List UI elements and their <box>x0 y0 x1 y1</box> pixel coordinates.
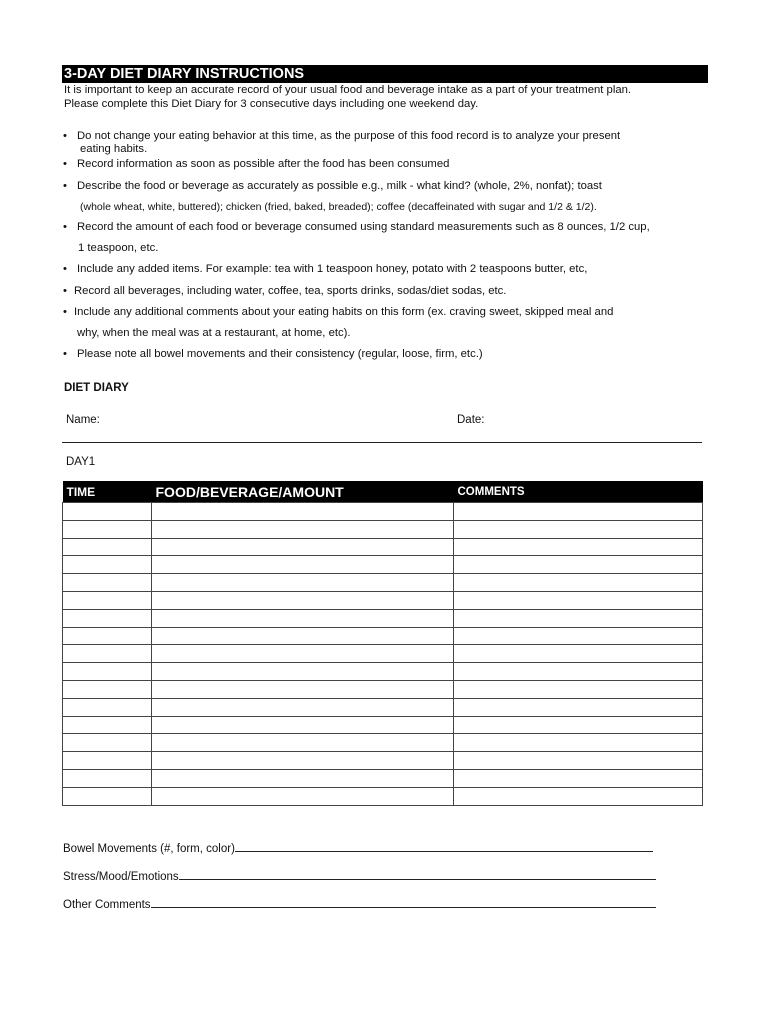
day-label: DAY1 <box>66 456 96 468</box>
comments-cell[interactable] <box>454 645 703 663</box>
instruction-item-4-cont: 1 teaspoon, etc. <box>78 242 159 254</box>
food-cell[interactable] <box>152 680 454 698</box>
comments-cell[interactable] <box>454 538 703 556</box>
time-cell[interactable] <box>63 716 152 734</box>
comments-cell[interactable] <box>454 716 703 734</box>
other-comments-field <box>63 895 656 911</box>
stress-mood-label: Stress/Mood/Emotions <box>63 871 179 883</box>
bullet-glyph: • <box>63 285 67 297</box>
instruction-text: Include any additional comments about your eating habits on this form (ex. craving sweet, skipped meal and <box>74 306 614 318</box>
food-cell[interactable] <box>152 787 454 805</box>
food-cell[interactable] <box>152 627 454 645</box>
bullet-glyph: • <box>63 348 67 360</box>
comments-cell[interactable] <box>454 734 703 752</box>
date-label: Date: <box>457 414 485 426</box>
name-date-underline[interactable] <box>62 442 702 443</box>
table-row <box>63 769 703 787</box>
name-label: Name: <box>66 414 100 426</box>
comments-cell[interactable] <box>454 663 703 681</box>
instruction-text: Do not change your eating behavior at this time, as the purpose of this food record is to analyze your present <box>77 130 621 142</box>
instruction-text: Include any added items. For example: tea with 1 teaspoon honey, potato with 2 teaspoons butter, etc, <box>77 263 588 275</box>
instruction-item-7 <box>63 306 613 320</box>
instruction-text: Record the amount of each food or beverage consumed using standard measurements such as 8 ounces, 1/2 cup, <box>77 221 650 233</box>
time-cell[interactable] <box>63 663 152 681</box>
instruction-item-1 <box>63 130 620 144</box>
bullet-glyph: • <box>63 221 67 233</box>
comments-cell[interactable] <box>454 503 703 521</box>
instruction-item-2 <box>63 158 449 172</box>
time-cell[interactable] <box>63 591 152 609</box>
comments-cell[interactable] <box>454 520 703 538</box>
table-row <box>63 520 703 538</box>
table-row <box>63 680 703 698</box>
instruction-text: Record all beverages, including water, coffee, tea, sports drinks, sodas/diet sodas, etc. <box>74 285 507 297</box>
comments-cell[interactable] <box>454 574 703 592</box>
time-cell[interactable] <box>63 698 152 716</box>
food-cell[interactable] <box>152 520 454 538</box>
time-cell[interactable] <box>63 520 152 538</box>
instruction-item-6 <box>63 285 506 299</box>
table-row <box>63 663 703 681</box>
bullet-glyph: • <box>63 263 67 275</box>
instruction-text: Record information as soon as possible after the food has been consumed <box>77 158 450 170</box>
column-header-time: TIME <box>63 481 152 503</box>
food-cell[interactable] <box>152 645 454 663</box>
food-cell[interactable] <box>152 503 454 521</box>
bullet-glyph: • <box>63 158 67 170</box>
bullet-glyph: • <box>63 306 67 318</box>
table-row <box>63 574 703 592</box>
time-cell[interactable] <box>63 574 152 592</box>
food-cell[interactable] <box>152 698 454 716</box>
food-cell[interactable] <box>152 538 454 556</box>
table-row <box>63 627 703 645</box>
food-cell[interactable] <box>152 574 454 592</box>
time-cell[interactable] <box>63 769 152 787</box>
other-comments-line[interactable] <box>151 895 656 908</box>
table-row <box>63 752 703 770</box>
table-row <box>63 734 703 752</box>
time-cell[interactable] <box>63 752 152 770</box>
instruction-item-4 <box>63 221 650 235</box>
table-row <box>63 609 703 627</box>
diary-table <box>62 481 703 806</box>
other-comments-label: Other Comments <box>63 899 151 911</box>
bullet-glyph: • <box>63 130 67 142</box>
table-row <box>63 591 703 609</box>
instruction-item-5 <box>63 263 587 277</box>
page-title: 3-DAY DIET DIARY INSTRUCTIONS <box>62 65 708 83</box>
instruction-item-7-cont: why, when the meal was at a restaurant, at home, etc). <box>77 327 351 339</box>
comments-cell[interactable] <box>454 591 703 609</box>
comments-cell[interactable] <box>454 787 703 805</box>
time-cell[interactable] <box>63 645 152 663</box>
food-cell[interactable] <box>152 663 454 681</box>
food-cell[interactable] <box>152 591 454 609</box>
time-cell[interactable] <box>63 787 152 805</box>
comments-cell[interactable] <box>454 556 703 574</box>
stress-mood-field <box>63 867 656 883</box>
time-cell[interactable] <box>63 556 152 574</box>
comments-cell[interactable] <box>454 627 703 645</box>
table-row <box>63 503 703 521</box>
comments-cell[interactable] <box>454 752 703 770</box>
time-cell[interactable] <box>63 609 152 627</box>
intro-line-2: Please complete this Diet Diary for 3 consecutive days including one weekend day. <box>64 97 479 110</box>
table-row <box>63 716 703 734</box>
comments-cell[interactable] <box>454 698 703 716</box>
food-cell[interactable] <box>152 734 454 752</box>
table-row <box>63 538 703 556</box>
instruction-item-3 <box>63 180 602 194</box>
column-header-food: FOOD/BEVERAGE/AMOUNT <box>152 481 454 503</box>
comments-cell[interactable] <box>454 609 703 627</box>
table-row <box>63 556 703 574</box>
instruction-text: Please note all bowel movements and their consistency (regular, loose, firm, etc.) <box>77 348 483 360</box>
food-cell[interactable] <box>152 752 454 770</box>
instruction-item-3-cont: (whole wheat, white, buttered); chicken (fried, baked, breaded); coffee (decaffeinated with sugar and 1/2 & 1/2). <box>80 201 597 213</box>
time-cell[interactable] <box>63 503 152 521</box>
intro-text <box>64 84 631 111</box>
food-cell[interactable] <box>152 556 454 574</box>
bowel-movements-line[interactable] <box>235 839 653 852</box>
time-cell[interactable] <box>63 538 152 556</box>
diet-diary-heading: DIET DIARY <box>64 382 129 394</box>
table-header-row <box>63 481 703 503</box>
food-cell[interactable] <box>152 609 454 627</box>
time-cell[interactable] <box>63 680 152 698</box>
intro-line-1: It is important to keep an accurate record of your usual food and beverage intake as a part of your treatment plan. <box>64 84 632 96</box>
instruction-item-1-cont: eating habits. <box>80 143 148 155</box>
food-cell[interactable] <box>152 716 454 734</box>
instruction-item-8 <box>63 348 483 362</box>
comments-cell[interactable] <box>454 769 703 787</box>
bullet-glyph: • <box>63 180 67 192</box>
comments-cell[interactable] <box>454 680 703 698</box>
instruction-text: Describe the food or beverage as accurately as possible e.g., milk - what kind? (whole, 2%, nonfat); toast <box>77 180 602 192</box>
table-row <box>63 698 703 716</box>
table-row <box>63 645 703 663</box>
table-row <box>63 787 703 805</box>
column-header-comments: COMMENTS <box>454 481 703 503</box>
time-cell[interactable] <box>63 627 152 645</box>
food-cell[interactable] <box>152 769 454 787</box>
time-cell[interactable] <box>63 734 152 752</box>
stress-mood-line[interactable] <box>179 867 656 880</box>
bowel-movements-field <box>63 839 653 855</box>
bowel-movements-label: Bowel Movements (#, form, color) <box>63 843 235 855</box>
